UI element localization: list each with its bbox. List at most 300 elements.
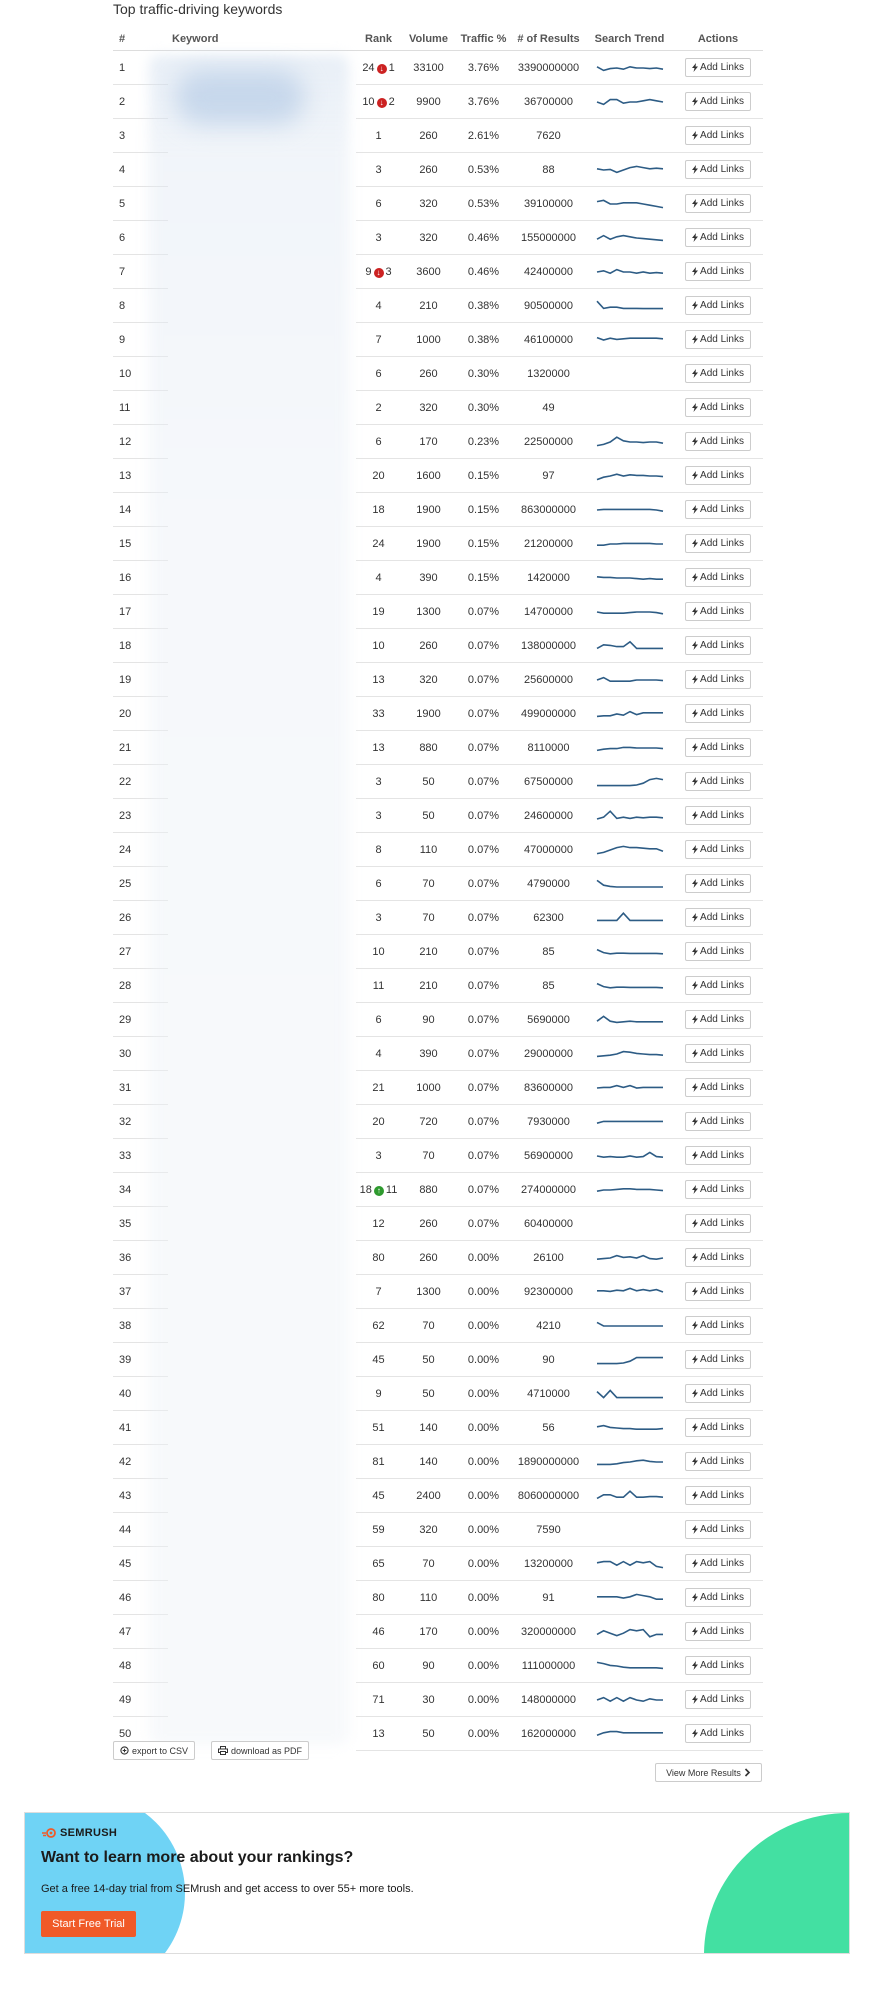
trend-sparkline: [596, 298, 664, 314]
trend-line: [597, 983, 663, 987]
add-links-label: Add Links: [700, 504, 744, 515]
row-search-trend: [586, 1071, 673, 1105]
add-links-label: Add Links: [700, 266, 744, 277]
row-traffic: 0.00%: [456, 1615, 511, 1649]
row-number: 14: [113, 493, 168, 527]
lightning-bolt-icon: [692, 1695, 698, 1704]
row-volume: 70: [401, 1139, 456, 1173]
semrush-flame-icon: [41, 1828, 57, 1838]
add-links-button[interactable]: [685, 194, 751, 213]
row-rank: [356, 255, 401, 289]
row-actions: [673, 731, 763, 765]
row-traffic: 0.00%: [456, 1241, 511, 1275]
rank-value: 65: [372, 1557, 385, 1570]
table-row: [113, 799, 763, 833]
trend-sparkline: [596, 1352, 664, 1368]
add-links-button[interactable]: [685, 1452, 751, 1471]
row-number: 46: [113, 1581, 168, 1615]
table-row: [113, 595, 763, 629]
row-search-trend: [586, 663, 673, 697]
lightning-bolt-icon: [692, 777, 698, 786]
table-row: [113, 1513, 763, 1547]
row-volume: 1900: [401, 697, 456, 731]
add-links-button[interactable]: [685, 1724, 751, 1743]
add-links-label: Add Links: [700, 1014, 744, 1025]
row-search-trend: [586, 391, 673, 425]
table-row: [113, 1343, 763, 1377]
row-actions: [673, 561, 763, 595]
row-traffic: 0.07%: [456, 629, 511, 663]
row-results: 1890000000: [511, 1445, 586, 1479]
table-row: [113, 51, 763, 85]
row-keyword: [168, 1207, 356, 1241]
row-traffic: 0.00%: [456, 1309, 511, 1343]
row-traffic: 3.76%: [456, 85, 511, 119]
trend-line: [597, 949, 663, 953]
row-number: 44: [113, 1513, 168, 1547]
row-volume: 1000: [401, 323, 456, 357]
table-row: [113, 867, 763, 901]
row-number: 22: [113, 765, 168, 799]
rank-value: 10: [372, 945, 385, 958]
table-row: [113, 323, 763, 357]
row-rank: [356, 1105, 401, 1139]
lightning-bolt-icon: [692, 1321, 698, 1330]
add-links-button[interactable]: [685, 1554, 751, 1573]
row-traffic: 0.53%: [456, 153, 511, 187]
row-keyword: [168, 85, 356, 119]
lightning-bolt-icon: [692, 981, 698, 990]
arrow-down-circle-icon: ↓: [374, 268, 384, 278]
table-row: [113, 1411, 763, 1445]
row-results: 111000000: [511, 1649, 586, 1683]
rank-value: 4: [375, 1047, 382, 1060]
table-row: [113, 629, 763, 663]
add-links-label: Add Links: [700, 912, 744, 923]
row-keyword: [168, 799, 356, 833]
add-links-button[interactable]: [685, 160, 751, 179]
row-search-trend: [586, 1479, 673, 1513]
row-volume: 260: [401, 153, 456, 187]
row-actions: [673, 629, 763, 663]
row-actions: [673, 901, 763, 935]
table-row: [113, 1241, 763, 1275]
row-search-trend: [586, 51, 673, 85]
add-links-button[interactable]: [685, 1010, 751, 1029]
add-links-button[interactable]: [685, 534, 751, 553]
row-results: 499000000: [511, 697, 586, 731]
row-search-trend: [586, 1309, 673, 1343]
trend-line: [597, 1085, 663, 1087]
row-actions: [673, 187, 763, 221]
lightning-bolt-icon: [692, 1253, 698, 1262]
col-header-trend: Search Trend: [586, 28, 673, 51]
add-links-button[interactable]: [685, 874, 751, 893]
lightning-bolt-icon: [692, 335, 698, 344]
row-rank: [356, 187, 401, 221]
row-volume: 110: [401, 833, 456, 867]
trend-line: [597, 1016, 663, 1022]
row-keyword: [168, 731, 356, 765]
add-links-button[interactable]: [685, 58, 751, 77]
row-search-trend: [586, 493, 673, 527]
row-keyword: [168, 187, 356, 221]
table-row: [113, 255, 763, 289]
add-links-button[interactable]: [685, 704, 751, 723]
trend-sparkline: [596, 1658, 664, 1674]
lightning-bolt-icon: [692, 1491, 698, 1500]
row-number: 10: [113, 357, 168, 391]
row-rank: [356, 1547, 401, 1581]
add-links-label: Add Links: [700, 1626, 744, 1637]
row-keyword: [168, 289, 356, 323]
row-keyword: [168, 969, 356, 1003]
trend-line: [597, 66, 663, 70]
add-links-button[interactable]: [685, 1282, 751, 1301]
add-links-label: Add Links: [700, 334, 744, 345]
add-links-button[interactable]: [685, 126, 751, 145]
row-rank: [356, 1649, 401, 1683]
add-links-button[interactable]: [685, 602, 751, 621]
row-search-trend: [586, 527, 673, 561]
rank-delta: 1: [388, 61, 395, 74]
row-actions: [673, 935, 763, 969]
add-links-label: Add Links: [700, 1286, 744, 1297]
row-traffic: 0.07%: [456, 1003, 511, 1037]
row-keyword: [168, 1649, 356, 1683]
lightning-bolt-icon: [692, 1389, 698, 1398]
add-links-label: Add Links: [700, 1048, 744, 1059]
row-number: 2: [113, 85, 168, 119]
row-number: 24: [113, 833, 168, 867]
trend-line: [597, 543, 663, 545]
row-results: 47000000: [511, 833, 586, 867]
row-rank: [356, 697, 401, 731]
trend-sparkline: [596, 196, 664, 212]
row-results: 8060000000: [511, 1479, 586, 1513]
add-links-button[interactable]: [685, 568, 751, 587]
row-rank: [356, 1513, 401, 1547]
row-traffic: 0.00%: [456, 1513, 511, 1547]
trend-sparkline: [596, 1386, 664, 1402]
row-rank: [356, 1615, 401, 1649]
add-links-button[interactable]: [685, 330, 751, 349]
trend-sparkline: [596, 434, 664, 450]
row-search-trend: [586, 1275, 673, 1309]
download-pdf-button[interactable]: [211, 1741, 309, 1760]
lightning-bolt-icon: [692, 1729, 698, 1738]
add-links-label: Add Links: [700, 776, 744, 787]
row-keyword: [168, 1037, 356, 1071]
add-links-label: Add Links: [700, 1490, 744, 1501]
row-search-trend: [586, 153, 673, 187]
rank-value: 6: [375, 435, 382, 448]
add-links-label: Add Links: [700, 1354, 744, 1365]
row-keyword: [168, 153, 356, 187]
add-links-label: Add Links: [700, 62, 744, 73]
add-links-button[interactable]: [685, 364, 751, 383]
row-actions: [673, 289, 763, 323]
row-number: 26: [113, 901, 168, 935]
lightning-bolt-icon: [692, 233, 698, 242]
row-search-trend: [586, 1649, 673, 1683]
row-actions: [673, 323, 763, 357]
row-number: 36: [113, 1241, 168, 1275]
add-links-button[interactable]: [685, 296, 751, 315]
add-links-button[interactable]: [685, 1180, 751, 1199]
trend-line: [597, 1425, 663, 1429]
lightning-bolt-icon: [692, 1627, 698, 1636]
add-links-button[interactable]: [685, 228, 751, 247]
row-traffic: 0.07%: [456, 1173, 511, 1207]
row-search-trend: [586, 765, 673, 799]
row-traffic: 0.07%: [456, 935, 511, 969]
table-row: [113, 663, 763, 697]
row-rank: [356, 289, 401, 323]
row-actions: [673, 1479, 763, 1513]
table-row: [113, 731, 763, 765]
row-search-trend: [586, 459, 673, 493]
trend-sparkline: [596, 1318, 664, 1334]
row-rank: [356, 1207, 401, 1241]
table-row: [113, 527, 763, 561]
add-links-label: Add Links: [700, 198, 744, 209]
row-number: 7: [113, 255, 168, 289]
row-volume: 170: [401, 425, 456, 459]
rank-value: 6: [375, 197, 382, 210]
add-links-button[interactable]: [685, 1690, 751, 1709]
row-keyword: [168, 1241, 356, 1275]
row-rank: [356, 595, 401, 629]
trend-line: [597, 711, 663, 716]
row-volume: 320: [401, 663, 456, 697]
trend-line: [597, 576, 663, 578]
trend-sparkline: [596, 1590, 664, 1606]
trend-sparkline: [596, 1012, 664, 1028]
add-links-button[interactable]: [685, 670, 751, 689]
trend-line: [597, 301, 663, 308]
rank-value: 10: [372, 639, 385, 652]
row-volume: 260: [401, 357, 456, 391]
row-rank: [356, 1717, 401, 1751]
rank-value: 20: [372, 1115, 385, 1128]
rank-value: 6: [375, 367, 382, 380]
trend-line: [597, 269, 663, 273]
rank-delta: 11: [385, 1183, 398, 1196]
add-links-button[interactable]: [685, 1418, 751, 1437]
row-results: 90500000: [511, 289, 586, 323]
rank-value: 9: [365, 265, 372, 278]
brand-name: SEMRUSH: [60, 1827, 118, 1839]
trend-sparkline: [596, 740, 664, 756]
rank-value: 6: [375, 1013, 382, 1026]
row-results: 56900000: [511, 1139, 586, 1173]
add-links-button[interactable]: [685, 398, 751, 417]
row-actions: [673, 1683, 763, 1717]
add-links-button[interactable]: [685, 1384, 751, 1403]
trend-sparkline: [596, 1250, 664, 1266]
add-links-label: Add Links: [700, 810, 744, 821]
start-free-trial-button[interactable]: Start Free Trial: [41, 1911, 136, 1937]
row-keyword: [168, 357, 356, 391]
row-number: 20: [113, 697, 168, 731]
row-number: 35: [113, 1207, 168, 1241]
row-actions: [673, 697, 763, 731]
row-volume: 880: [401, 1173, 456, 1207]
lightning-bolt-icon: [692, 505, 698, 514]
rank-value: 81: [372, 1455, 385, 1468]
lightning-bolt-icon: [692, 913, 698, 922]
add-links-button[interactable]: [685, 1248, 751, 1267]
row-actions: [673, 1411, 763, 1445]
trend-line: [597, 1390, 663, 1397]
add-links-button[interactable]: [685, 1044, 751, 1063]
add-links-button[interactable]: [685, 1078, 751, 1097]
row-results: 155000000: [511, 221, 586, 255]
row-rank: [356, 1411, 401, 1445]
trend-line: [597, 677, 663, 681]
lightning-bolt-icon: [692, 1015, 698, 1024]
row-search-trend: [586, 1411, 673, 1445]
printer-icon: [218, 1746, 228, 1755]
rank-value: 13: [372, 673, 385, 686]
add-links-button[interactable]: [685, 92, 751, 111]
lightning-bolt-icon: [692, 1559, 698, 1568]
keywords-table: [113, 28, 763, 1751]
row-number: 3: [113, 119, 168, 153]
trend-sparkline: [596, 264, 664, 280]
row-actions: [673, 799, 763, 833]
lightning-bolt-icon: [692, 165, 698, 174]
row-traffic: 0.15%: [456, 527, 511, 561]
add-links-button[interactable]: [685, 262, 751, 281]
trend-sparkline: [596, 94, 664, 110]
row-volume: 320: [401, 187, 456, 221]
trend-line: [597, 1629, 663, 1636]
row-results: 4790000: [511, 867, 586, 901]
add-links-button[interactable]: [685, 1146, 751, 1165]
row-number: 45: [113, 1547, 168, 1581]
row-traffic: 0.00%: [456, 1649, 511, 1683]
row-actions: [673, 221, 763, 255]
col-header-keyword: Keyword: [168, 28, 356, 51]
add-links-button[interactable]: [685, 1656, 751, 1675]
row-search-trend: [586, 867, 673, 901]
add-links-button[interactable]: [685, 772, 751, 791]
row-actions: [673, 1377, 763, 1411]
rank-value: 2: [375, 401, 382, 414]
row-search-trend: [586, 1683, 673, 1717]
add-links-label: Add Links: [700, 1592, 744, 1603]
trend-sparkline: [596, 332, 664, 348]
row-search-trend: [586, 901, 673, 935]
add-links-label: Add Links: [700, 1116, 744, 1127]
col-header-traffic: Traffic %: [456, 28, 511, 51]
add-links-label: Add Links: [700, 402, 744, 413]
add-links-button[interactable]: [685, 1112, 751, 1131]
rank-value: 59: [372, 1523, 385, 1536]
row-rank: [356, 1343, 401, 1377]
trend-line: [597, 612, 663, 614]
table-row: [113, 221, 763, 255]
add-links-label: Add Links: [700, 1082, 744, 1093]
row-results: 91: [511, 1581, 586, 1615]
add-links-button[interactable]: [685, 942, 751, 961]
row-number: 21: [113, 731, 168, 765]
add-links-label: Add Links: [700, 572, 744, 583]
rank-value: 13: [372, 1727, 385, 1740]
arrow-down-circle-icon: ↓: [377, 64, 387, 74]
row-number: 43: [113, 1479, 168, 1513]
view-more-label: View More Results: [666, 1767, 741, 1778]
add-links-button[interactable]: [685, 1486, 751, 1505]
row-results: 7620: [511, 119, 586, 153]
add-links-button[interactable]: [685, 466, 751, 485]
add-links-button[interactable]: [685, 1588, 751, 1607]
row-rank: [356, 85, 401, 119]
add-links-button[interactable]: [685, 908, 751, 927]
lightning-bolt-icon: [692, 369, 698, 378]
lightning-bolt-icon: [692, 845, 698, 854]
add-links-button[interactable]: [685, 432, 751, 451]
trend-sparkline: [596, 842, 664, 858]
row-keyword: [168, 1139, 356, 1173]
row-volume: 33100: [401, 51, 456, 85]
row-traffic: 0.07%: [456, 867, 511, 901]
add-links-button[interactable]: [685, 806, 751, 825]
add-links-button[interactable]: [685, 1350, 751, 1369]
row-volume: 170: [401, 1615, 456, 1649]
add-links-button[interactable]: [685, 1316, 751, 1335]
row-traffic: 0.07%: [456, 1207, 511, 1241]
row-number: 8: [113, 289, 168, 323]
rank-value: 12: [372, 1217, 385, 1230]
row-volume: 30: [401, 1683, 456, 1717]
add-links-button[interactable]: [685, 738, 751, 757]
row-actions: [673, 1275, 763, 1309]
add-links-label: Add Links: [700, 1558, 744, 1569]
lightning-bolt-icon: [692, 879, 698, 888]
row-volume: 320: [401, 221, 456, 255]
table-row: [113, 935, 763, 969]
lightning-bolt-icon: [692, 573, 698, 582]
row-keyword: [168, 765, 356, 799]
row-keyword: [168, 1343, 356, 1377]
add-links-label: Add Links: [700, 606, 744, 617]
trend-line: [597, 811, 663, 819]
rank-value: 1: [375, 129, 382, 142]
row-volume: 70: [401, 1309, 456, 1343]
lightning-bolt-icon: [692, 1219, 698, 1228]
row-results: 274000000: [511, 1173, 586, 1207]
row-results: 7590: [511, 1513, 586, 1547]
add-links-button[interactable]: [685, 976, 751, 995]
add-links-button[interactable]: [685, 1622, 751, 1641]
trend-line: [597, 1491, 663, 1498]
add-links-label: Add Links: [700, 708, 744, 719]
add-links-button[interactable]: [685, 636, 751, 655]
row-traffic: 0.15%: [456, 459, 511, 493]
add-links-button[interactable]: [685, 1214, 751, 1233]
row-traffic: 0.07%: [456, 969, 511, 1003]
table-row: [113, 1139, 763, 1173]
rank-value: 8: [375, 843, 382, 856]
add-links-button[interactable]: [685, 840, 751, 859]
add-links-button[interactable]: [685, 1520, 751, 1539]
view-more-results-button[interactable]: [655, 1763, 762, 1782]
export-csv-button[interactable]: [113, 1741, 195, 1760]
add-links-button[interactable]: [685, 500, 751, 519]
